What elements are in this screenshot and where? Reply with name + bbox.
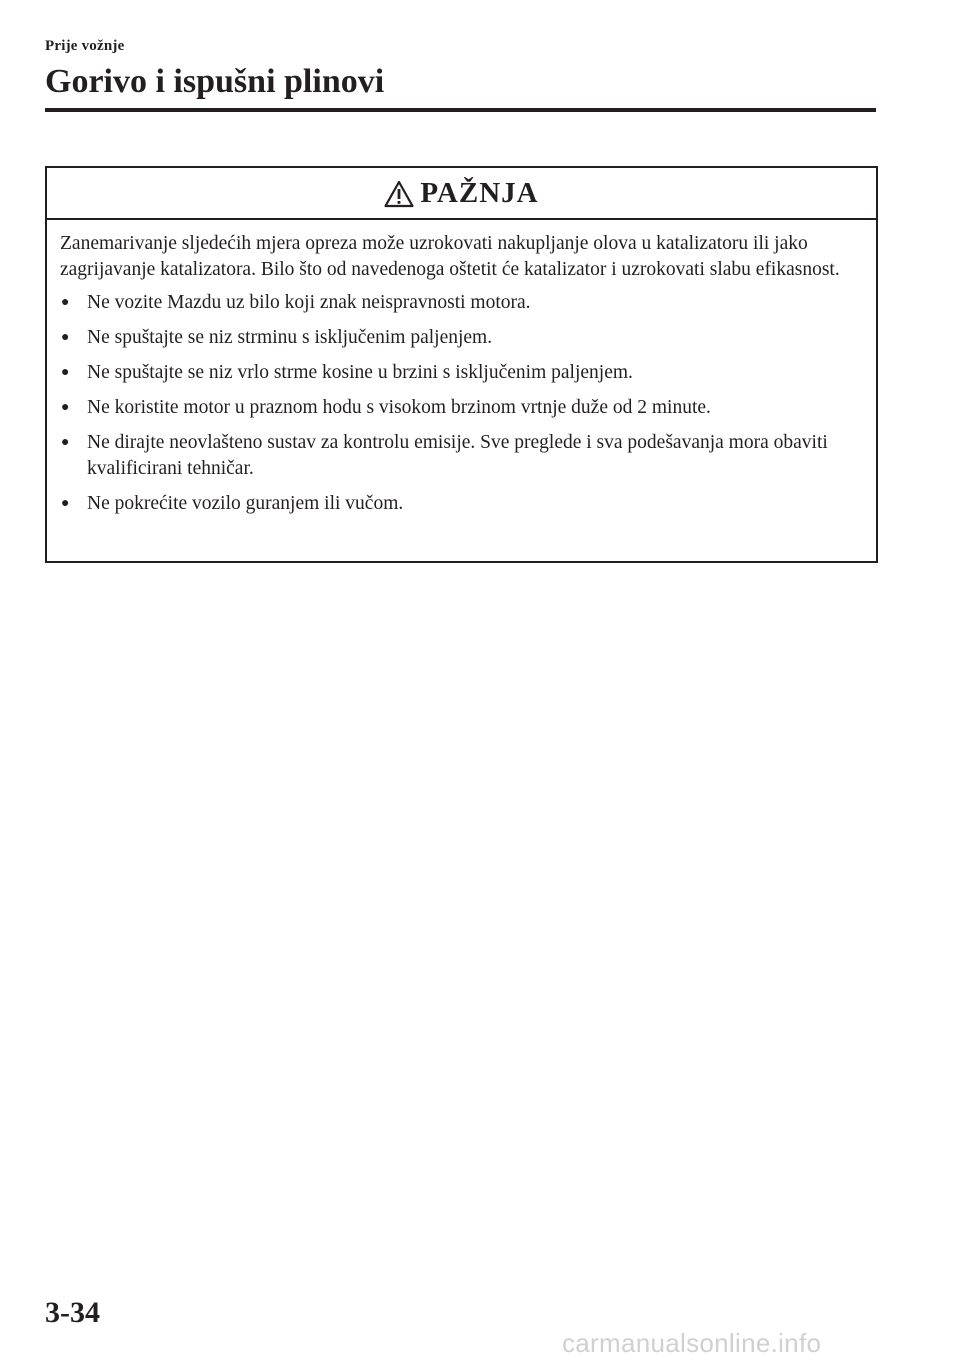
bullet-text: Ne spuštajte se niz vrlo strme kosine u brzini s isključenim paljenjem. <box>87 362 633 383</box>
warning-triangle-icon <box>384 180 414 208</box>
list-item <box>60 290 862 316</box>
bullet-icon: ● <box>61 365 70 380</box>
page-title: Gorivo i ispušni plinovi <box>45 63 385 100</box>
bullet-icon: ● <box>61 435 70 450</box>
watermark: carmanualsonline.info <box>562 1328 822 1358</box>
list-item <box>60 395 862 421</box>
section-label: Prije vožnje <box>45 38 125 54</box>
bullet-text: Ne dirajte neovlašteno sustav za kontrolu emisije. Sve preglede i sva podešavanja mora obaviti kvalificirani tehničar. <box>87 432 828 479</box>
caution-bullet-list <box>60 290 862 517</box>
bullet-icon: ● <box>61 295 70 310</box>
bullet-icon: ● <box>61 400 70 415</box>
list-item <box>60 325 862 351</box>
bullet-text: Ne pokrećite vozilo guranjem ili vučom. <box>87 493 404 514</box>
list-item <box>60 430 862 482</box>
bullet-text: Ne koristite motor u praznom hodu s visokom brzinom vrtnje duže od 2 minute. <box>87 397 711 418</box>
bullet-icon: ● <box>61 496 70 511</box>
caution-header <box>47 168 876 220</box>
caution-box <box>45 166 878 563</box>
caution-title: PAŽNJA <box>420 176 539 209</box>
caution-intro: Zanemarivanje sljedećih mjera opreza može uzrokovati nakupljanje olova u katalizatoru ili jako zagrijavanje katalizatora. Bilo što od navedenoga oštetit će katalizator i uzrokovati slabu efikasnost. <box>60 233 840 280</box>
list-item <box>60 491 862 517</box>
page-number: 3-34 <box>45 1296 100 1329</box>
list-item <box>60 360 862 386</box>
caution-body <box>47 220 876 517</box>
bullet-text: Ne spuštajte se niz strminu s isključenim paljenjem. <box>87 327 493 348</box>
bullet-icon: ● <box>61 330 70 345</box>
bullet-text: Ne vozite Mazdu uz bilo koji znak neispravnosti motora. <box>87 292 531 313</box>
title-divider <box>45 108 876 112</box>
